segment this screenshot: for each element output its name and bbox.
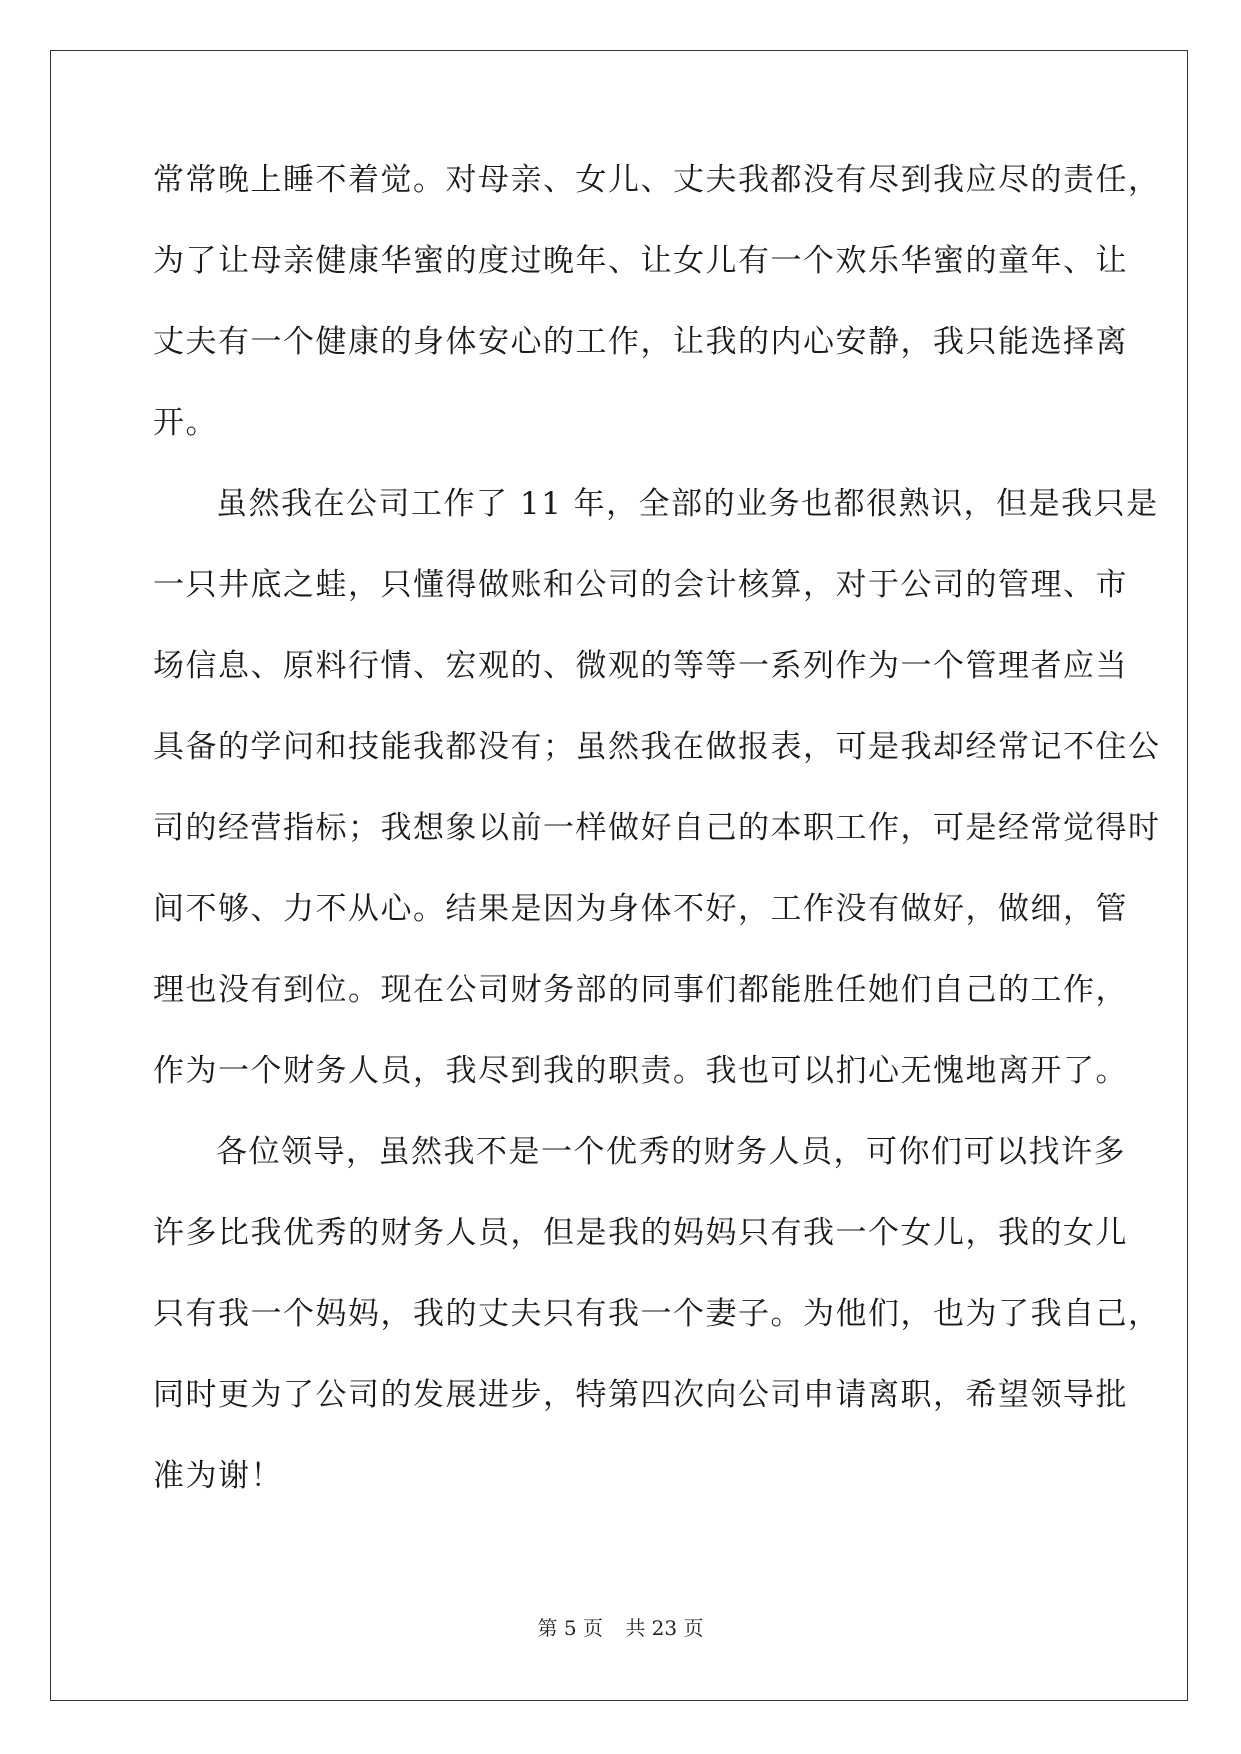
page-footer xyxy=(0,1612,1241,1641)
text-line: 场信息、原料行情、宏观的、微观的等等一系列作为一个管理者应当 xyxy=(153,648,1128,684)
document-body xyxy=(153,160,1161,1537)
text-line: 同时更为了公司的发展进步，特第四次向公司申请离职，希望领导批 xyxy=(153,1377,1128,1413)
text-line: 常常晚上睡不着觉。对母亲、女儿、丈夫我都没有尽到我应尽的责任， xyxy=(153,162,1161,198)
text-line: 具备的学问和技能我都没有；虽然我在做报表，可是我却经常记不住公 xyxy=(153,729,1161,765)
text-line: 只有我一个妈妈，我的丈夫只有我一个妻子。为他们，也为了我自己， xyxy=(153,1296,1161,1332)
text-line: 间不够、力不从心。结果是因为身体不好，工作没有做好，做细，管 xyxy=(153,891,1128,927)
text-line: 作为一个财务人员，我尽到我的职责。我也可以扪心无愧地离开了。 xyxy=(153,1053,1128,1089)
text-line: 开。 xyxy=(153,405,218,441)
text-line: 许多比我优秀的财务人员，但是我的妈妈只有我一个女儿，我的女儿 xyxy=(153,1215,1128,1251)
total-pages: 共 23 页 xyxy=(625,1616,704,1640)
paragraph-start-line: 各位领导，虽然我不是一个优秀的财务人员，可你们可以找许多 xyxy=(216,1134,1126,1170)
text-line: 准为谢！ xyxy=(153,1458,283,1494)
text-line: 司的经营指标；我想象以前一样做好自己的本职工作，可是经常觉得时 xyxy=(153,810,1161,846)
text-line: 一只井底之蛙，只懂得做账和公司的会计核算，对于公司的管理、市 xyxy=(153,567,1128,603)
text-line: 理也没有到位。现在公司财务部的同事们都能胜任她们自己的工作， xyxy=(153,972,1128,1008)
paragraph-start-line: 虽然我在公司工作了 11 年，全部的业务也都很熟识，但是我只是 xyxy=(216,486,1159,522)
page-number: 第 5 页 xyxy=(537,1616,603,1640)
text-line: 丈夫有一个健康的身体安心的工作，让我的内心安静，我只能选择离 xyxy=(153,324,1128,360)
text-line: 为了让母亲健康华蜜的度过晚年、让女儿有一个欢乐华蜜的童年、让 xyxy=(153,243,1128,279)
